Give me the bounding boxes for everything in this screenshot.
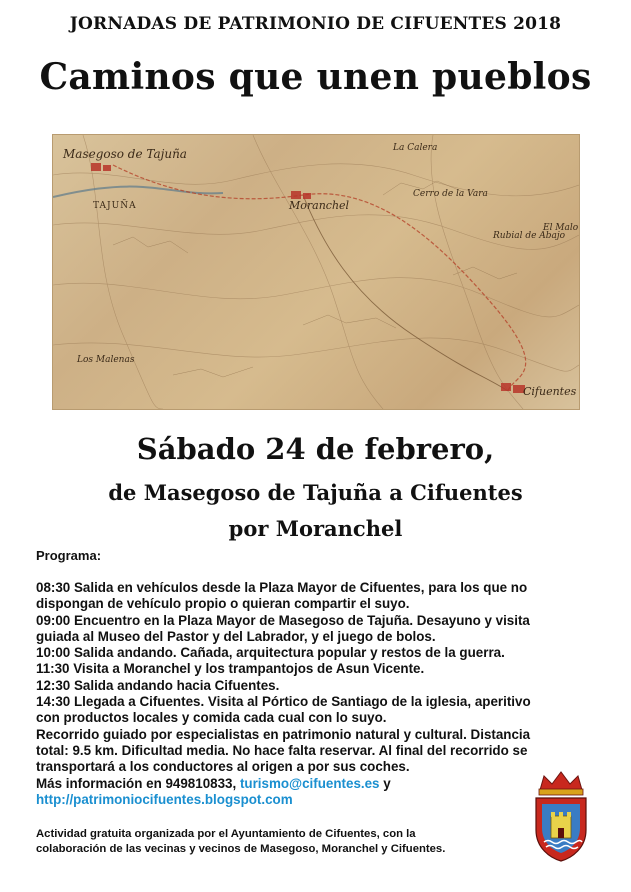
program-heading: Programa: <box>36 548 102 563</box>
organizer-note-line: Actividad gratuita organizada por el Ayuntamiento de Cifuentes, con la <box>36 828 416 840</box>
info-prefix: Más información en 949810833, <box>36 775 240 791</box>
program-line: 11:30 Visita a Moranchel y los trampantojos de Asun Vicente. <box>36 661 425 677</box>
program-line: 10:00 Salida andando. Cañada, arquitectura popular y restos de la guerra. <box>36 645 505 661</box>
map-terrain <box>53 135 579 409</box>
program-body <box>36 580 596 808</box>
organizer-note <box>36 827 516 857</box>
map-label: Rubial de Abajo <box>493 231 566 241</box>
map-label: La Calera <box>393 143 438 153</box>
organizer-note-line: colaboración de las vecinas y vecinos de Masegoso, Moranchel y Cifuentes. <box>36 843 446 855</box>
event-route: de Masegoso de Tajuña a Cifuentes <box>108 480 523 505</box>
map-label: Moranchel <box>289 199 350 212</box>
event-via: por Moranchel <box>228 516 403 541</box>
program-line: 08:30 Salida en vehículos desde la Plaza Mayor de Cifuentes, para los que no <box>36 580 528 595</box>
map-label: Los Malenas <box>77 355 135 365</box>
map-label: TAJUÑA <box>93 201 137 211</box>
cifuentes-coat-of-arms <box>532 770 590 862</box>
program-line: total: 9.5 km. Dificultad media. No hace falta reservar. Al final del recorrido se <box>36 742 528 758</box>
info-suffix: y <box>379 775 391 791</box>
event-date: Sábado 24 de febrero, <box>136 432 495 466</box>
program-line: 12:30 Salida andando hacia Cifuentes. <box>36 677 280 693</box>
poster-title: Caminos que unen pueblos <box>39 56 592 98</box>
program-line: 14:30 Llegada a Cifuentes. Visita al Pórtico de Santiago de la iglesia, aperitivo <box>36 694 531 710</box>
map-label: Cerro de la Vara <box>413 189 488 199</box>
map-label: Cifuentes <box>523 385 577 398</box>
map-label: El Malo <box>543 223 579 233</box>
program-line: 09:00 Encuentro en la Plaza Mayor de Masegoso de Tajuña. Desayuno y visita <box>36 612 530 628</box>
program-line: Recorrido guiado por especialistas en patrimonio natural y cultural. Distancia <box>36 726 531 742</box>
blog-link[interactable]: http://patrimoniocifuentes.blogspot.com <box>36 791 293 807</box>
info-line <box>36 776 596 792</box>
map-label: Masegoso de Tajuña <box>63 147 187 161</box>
historic-map-image <box>52 134 580 410</box>
program-line: transportará a los conductores al origen a por sus coches. <box>36 759 410 775</box>
email-link[interactable]: turismo@cifuentes.es <box>239 775 380 791</box>
program-line: con productos locales y comida cada cual con lo suyo. <box>36 710 387 726</box>
event-series-header: JORNADAS DE PATRIMONIO DE CIFUENTES 2018 <box>69 14 562 34</box>
program-line: guiada al Museo del Pastor y del Labrador, y el juego de bolos. <box>36 628 436 644</box>
program-line: dispongan de vehículo propio o quieran compartir el suyo. <box>36 596 410 612</box>
